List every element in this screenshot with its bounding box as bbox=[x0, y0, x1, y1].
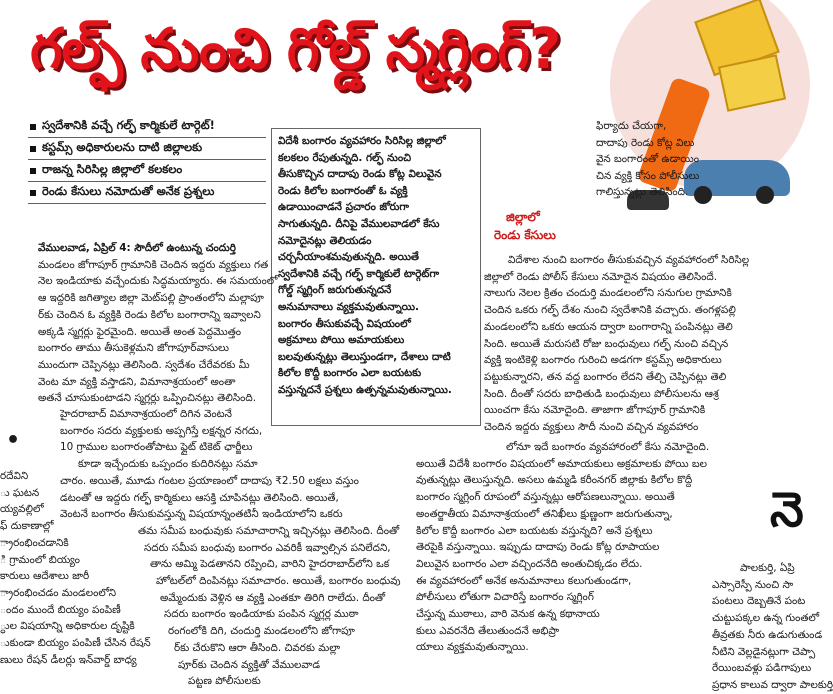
bullet-square-icon bbox=[30, 190, 36, 196]
text-line: ్ధుల విషయాన్ని అధికారుల దృష్టికి bbox=[0, 620, 135, 633]
text-line: ుకుండా బియ్యం పంపిణీ చేసిన రేషన్ bbox=[0, 637, 151, 650]
text-line: కులు ఎవరనేది తేలుతుందనే అభిప్రా bbox=[416, 624, 560, 637]
intro-line: వస్తున్నదనే ప్రశ్నలు ఉత్పన్నమవుతున్నాయి. bbox=[278, 383, 452, 396]
text-line: యాలు వ్యక్తమవుతున్నాయి. bbox=[416, 641, 529, 654]
text-line: వుతున్నట్లు తెలుస్తున్నది. అసలు ఉమ్మడి కరీంనగర్ జిల్లాకు కిలోల కొద్దీ bbox=[416, 474, 693, 487]
intro-line: సాగుతున్నది. దీనిపై వేములవాడలో కేసు bbox=[278, 217, 440, 230]
intro-line: విదేశీ బంగారం వ్యవహారం సిరిసిల్ల జిల్లాలో bbox=[278, 135, 446, 147]
bullet-dot-icon: • bbox=[6, 428, 21, 453]
text-line: సింది. అయితే మరుసటి రోజు బంధువులు గల్ఫ్ నుంచి వచ్చిన bbox=[484, 337, 729, 350]
text-line: పాలకుర్తి, ఏప్రి bbox=[740, 562, 795, 574]
text-line: ్రారంభించడానికి bbox=[0, 536, 69, 549]
text-line: చారం. అయితే, మూడు గంటల ప్రయాణంలో దాదాపు ₹2.50 లక్షలు వస్తుం bbox=[60, 474, 359, 487]
highlight-item: రాజన్న సిరిసిల్ల జిల్లాలో కలకలం bbox=[28, 160, 266, 182]
intro-line: అక్రమాలు పోయి అమాయకులు bbox=[278, 334, 405, 347]
intro-line: ఉడాయించాడనే ప్రచారం జోరుగా bbox=[278, 201, 409, 214]
text-line: ఈ వ్యవహారంలో అనేక అనుమానాలు కలుగుతుండగా, bbox=[416, 574, 632, 587]
column-3 bbox=[484, 252, 788, 436]
text-line: చెందిన ఒకరు గల్ఫ్ దేశం నుంచి స్వదేశానికి వచ్చారు. తంగళ్లపల్లి bbox=[484, 304, 736, 317]
text-line: తమ సమీప బంధువుకు సమాచారాన్ని ఇచ్చినట్లు తెలిసింది. దీంతో bbox=[138, 524, 400, 537]
text-line: చిన వ్యక్తి కోసం పోలీసులు bbox=[596, 169, 700, 182]
text-line: చెందిన ఇద్దరు వ్యక్తులు సౌదీ నుంచి వచ్చిన వ్యవహారం bbox=[484, 421, 699, 434]
text-line: మండలం జోగాపూర్ గ్రామానికి చెందిన ఇద్దరు వ్యక్తులు గత bbox=[38, 258, 269, 271]
text-line: వేములవాడ, ఏప్రిల్ 4: సౌదీలో ఉంటున్న చందుర్తి bbox=[38, 242, 236, 254]
intro-line: నమోదైనట్లు తెలియడం bbox=[278, 234, 372, 247]
text-line: బంగారం స్మగ్లింగ్ రూపంలో వస్తున్నట్లు ఆరోపణలున్నాయి. అయితే bbox=[416, 491, 675, 504]
text-line: హైదరాబాద్ విమానాశ్రయంలో దిగిన వెంటనే bbox=[60, 408, 232, 420]
text-line: కారులు ఆదేశాలు జారీ bbox=[0, 570, 90, 583]
text-line: ు ఘటన bbox=[0, 486, 40, 499]
text-line: బంగారం తాము తీసుకెళ్లమని జోగాపూర్‌వాసులు bbox=[38, 342, 230, 355]
text-line: వెంటనే బంగారం తీసుకువస్తున్న విషయాన్నంతటినీ ఇండియాలోని ఒకరు bbox=[60, 508, 343, 521]
text-line: వైన బంగారంతో ఉడాయిం bbox=[596, 153, 700, 166]
text-line: ముందుగా చెప్పినట్లు తెలిసింది. స్వదేశం చేరేవరకు మీ bbox=[38, 358, 250, 371]
text-line: సింది. దీంతో సదరు బాధితుడి బంధువులు పోలీసులను ఆశ్ర bbox=[484, 387, 719, 400]
subheading bbox=[494, 208, 556, 244]
text-line: దాదాపు రెండు కోట్ల విలు bbox=[596, 136, 695, 149]
text-line: డటంతో ఆ ఇద్దరు గల్ఫ్ కార్మికులు ఆసక్తి చూపినట్లు తెలిసింది. అయితే, bbox=[60, 491, 339, 504]
text-line: చుట్టుపక్కల ఉన్న గుంతలో bbox=[712, 612, 820, 625]
intro-line: కలకలం రేపుతున్నది. గల్ఫ్ నుంచి bbox=[278, 151, 412, 164]
text-line: ర్‌కు చేరుకొని ఆరా తీసింది. చివరకు మల్లా bbox=[174, 641, 341, 654]
text-line: పోలీసులు లోతుగా విచారిస్తే బంగారం స్మగ్లింగ్ bbox=[416, 591, 594, 604]
text-line: విలువైన బంగారం ఎలా వచ్చిందనేది అంతుచిక్కడం లేదు. bbox=[416, 557, 643, 570]
intro-line: కిలోల కొద్దీ బంగారం ఎలా బయటకు bbox=[278, 367, 422, 380]
text-line: పట్టణ పోలీసులకు bbox=[188, 675, 261, 688]
text-line: హోటల్‌లో దింపినట్లు సమాచారం. అయితే, బంగారం బంధువు bbox=[156, 575, 401, 588]
intro-line: బలవుతున్నట్లు తెలుస్తుండగా, దేశాలు దాటి bbox=[278, 350, 451, 363]
subheading-line: జిల్లాలో bbox=[506, 210, 540, 224]
highlight-item: కస్టమ్స్ అధికారులను దాటి జిల్లాలకు bbox=[28, 138, 266, 160]
intro-line: గోల్డ్ స్మగ్లింగ్ జరుగుతున్నదనే bbox=[278, 284, 392, 297]
text-line: వెంట మా వ్యక్తి వస్తాడని, విమానాశ్రయంలో అంతా bbox=[38, 375, 236, 388]
text-line: 10 గ్రాముల బంగారంతోపాటు ఫ్లైట్ టికెట్ ఛార్జీలు bbox=[60, 441, 253, 454]
text-line: పంటలు దెబ్బతినే పంట bbox=[712, 595, 806, 608]
intro-line: అనుమానాలు వ్యక్తమవుతున్నాయి. bbox=[278, 300, 419, 313]
bullet-square-icon bbox=[30, 124, 36, 130]
text-line: పట్టుకున్నారని, తన వద్ద బంగారం లేదని తేల్చి చెప్పినట్లు తెలి bbox=[484, 370, 727, 383]
adjacent-article-left bbox=[0, 468, 151, 668]
text-line: నాలుగు నెలల క్రితం చందుర్తి మండలంలోని సనుగుల గ్రామానికి bbox=[484, 287, 732, 300]
text-line: సదరు బంగారం ఇండియాకు పంపిన స్మగ్లర్ల ముఠా bbox=[164, 608, 359, 621]
text-line: సదరు సమీప బంధువు బంగారం ఎవరికీ ఇవ్వాల్సిన పనిలేదని, bbox=[144, 541, 391, 554]
text-line: రదేవిని bbox=[0, 470, 29, 482]
text-line: ందం ముందే బియ్యం పంపిణీ bbox=[0, 603, 121, 616]
text-line: య్యవల్లిలో bbox=[0, 503, 44, 516]
text-line: ఆ ఇద్దరికి జగిత్యాల జిల్లా మెట్‌పల్లి ప్రాంతంలోని మల్లాపూ bbox=[38, 292, 264, 305]
text-line: నీటిని వెల్లడైనట్లుగా చెప్పా bbox=[712, 645, 816, 658]
intro-box bbox=[271, 128, 481, 426]
text-line: లోనూ ఇదే బంగారం వ్యవహారంలో కేసు నమోదైంది. bbox=[506, 441, 710, 453]
text-line: ఫ్ దుకాణాల్లో bbox=[0, 520, 54, 533]
bullet-square-icon bbox=[30, 146, 36, 152]
text-line: రేయింబవళ్లు పడిగాపులు bbox=[712, 662, 812, 675]
text-line: అతనే చూసుకుంటాడని స్మగ్లర్లు ఒప్పించినట్లు తెలిసింది. bbox=[38, 392, 257, 405]
text-line: విదేశాల నుంచి బంగారం తీసుకువచ్చిన వ్యవహారంలో సిరిసిల్ల bbox=[508, 254, 750, 266]
intro-line: స్వదేశానికి వచ్చే గల్ఫ్ కార్మికులే టార్గెట్‌గా bbox=[278, 267, 440, 280]
text-line: ప్రధాన కాలువ ద్వారా పాలకుర్తి bbox=[712, 678, 833, 691]
text-line: అక్కడి స్మగ్లర్లు ఫైరమైంది. అయితే అంత పెద్దమొత్తం bbox=[38, 325, 242, 338]
text-line: ర్‌కు చెందిన ఓ వ్యక్తికి రెండు కిలోల బంగారాన్ని ఇవ్వాలని bbox=[38, 308, 261, 321]
text-line: గాలిస్తున్నట్లు తెలిసింది. bbox=[596, 186, 689, 199]
text-line: తాను అమ్మి పెడతానని రప్పించి, వారిని హైదరాబాద్‌లోని ఒక bbox=[150, 558, 390, 571]
text-line: కిలోల కొద్దీ బంగారం ఎలా బయటకు వస్తున్నది? అనే ప్రశ్నలు bbox=[416, 524, 653, 537]
text-line: నెల ఇండియాకు వచ్చేందుకు సిద్ధమయ్యారు. ఈ సమయంలో bbox=[38, 275, 278, 288]
text-line: చేస్తున్న ముఠాలు, వారి వెనుక ఉన్న కథానాయ bbox=[416, 608, 600, 621]
text-line: జిల్లాలో రెండు పోలీస్ కేసులు నమోదైన విషయం తెలిసిందే. bbox=[484, 270, 718, 283]
text-line: అమ్మేందుకు వెళ్లిన ఆ వ్యక్తి ఎంతకూ తిరిగి రాలేదు. దీంతో bbox=[160, 591, 386, 604]
highlight-item: రెండు కేసులు నమోదుతో అనేక ప్రశ్నలు bbox=[28, 182, 266, 204]
text-line: అయితే విదేశీ బంగారం విషయంలో అమాయకులు అక్రమాలకు పోయి బల bbox=[416, 457, 708, 470]
text-line: మండలంలోని ఒకరు ఆయన ద్వారా బంగారాన్ని పంపినట్లు తెలి bbox=[484, 320, 733, 333]
text-line: ణులు రేషన్ డీలర్లు ఇన్‌వార్డ్ బాధ్య bbox=[0, 653, 137, 666]
text-line: రంగంలోకి దిగి, చందుర్తి మండలంలోని జోగాపూ bbox=[168, 625, 355, 638]
highlights-list bbox=[28, 116, 266, 204]
text-line: యించగా కేసు నమోదైంది. తాజాగా జోగాపూర్ గ్రామానికి bbox=[484, 404, 706, 417]
adjacent-article-right bbox=[712, 560, 833, 694]
text-line: ఎస్సారెస్పీ నుంచి సా bbox=[712, 578, 794, 591]
highlight-item: స్వదేశానికి వచ్చే గల్ఫ్ కార్మికులే టార్గెట్! bbox=[28, 116, 266, 138]
text-line: కూడా ఇచ్చేందుకు ఒప్పందం కుదిరినట్లు సమా bbox=[78, 458, 258, 471]
column-1 bbox=[38, 240, 278, 407]
intro-line: చర్చనీయాంశమవుతున్నది. అయితే bbox=[278, 251, 420, 264]
headline: గల్ఫ్ నుంచి గోల్డ్ స్మగ్లింగ్? bbox=[30, 17, 561, 82]
intro-line: తీసుకొచ్చిన దాదాపు రెండు కోట్ల విలువైన bbox=[278, 168, 442, 181]
text-line: వ్యక్తి ఇంటికెళ్లి బంగారం గురించి అడగగా కస్టమ్స్ అధికారులు bbox=[484, 354, 722, 367]
column-top-right bbox=[596, 118, 716, 201]
intro-line: బంగారం తీసుకువచ్చే విషయంలో bbox=[278, 317, 411, 330]
text-line: ఫిర్యాదు చేయగా, bbox=[596, 120, 667, 132]
adjacent-headline-fragment: నె bbox=[770, 482, 804, 538]
text-line: పూర్‌కు చెందిన వ్యక్తితో వేములవాడ bbox=[178, 658, 321, 671]
text-line: ి గ్రామంలో బియ్యం bbox=[0, 553, 80, 566]
text-line: తీవ్రతకు నీరు ఉడుగుతుండ bbox=[712, 628, 823, 641]
intro-line: రెండు కిలోల బంగారంతో ఓ వ్యక్తి bbox=[278, 184, 408, 197]
text-line: తెరపైకి వస్తున్నాయి. ఇప్పుడు దాదాపు రెండు కోట్ల రూపాయల bbox=[416, 541, 660, 554]
bullet-square-icon bbox=[30, 168, 36, 174]
text-line: ్రారంభించడం మండలంలోని bbox=[0, 586, 117, 599]
text-line: బంగారం సదరు వ్యక్తులకు అప్పగిస్తే లక్షన్నర నగదు, bbox=[60, 424, 263, 437]
subheading-line: రెండు కేసులు bbox=[494, 228, 556, 242]
text-line: అంతర్జాతీయ విమానాశ్రయంలో తనిఖీలు క్షుణ్ణంగా జరుగుతున్నా, bbox=[416, 507, 673, 520]
